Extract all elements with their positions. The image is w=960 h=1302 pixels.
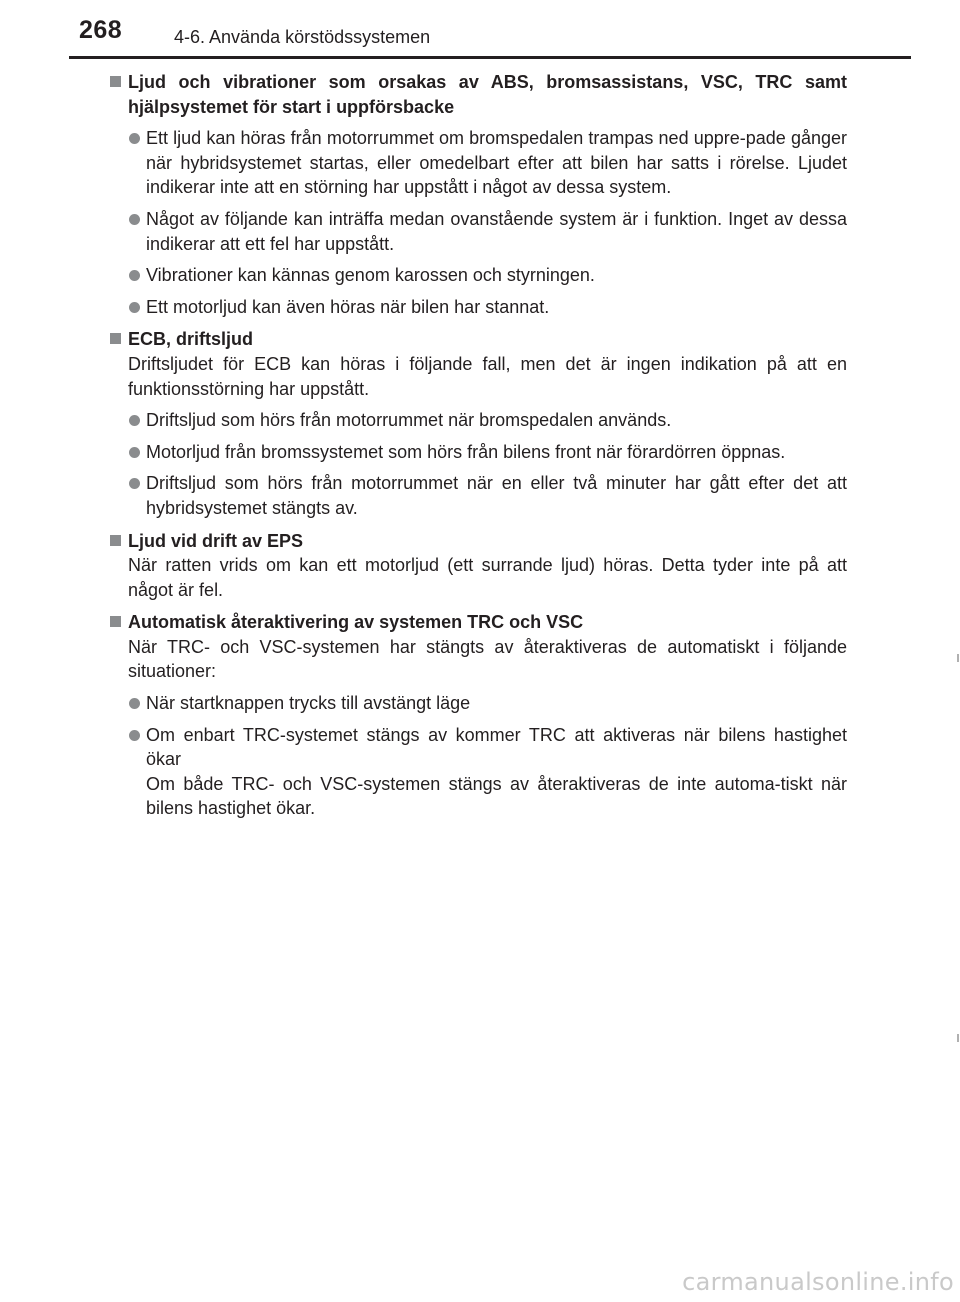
square-bullet-icon: [110, 616, 121, 627]
section-heading-text: Ljud vid drift av EPS: [128, 530, 304, 551]
bullet-text: Vibrationer kan kännas genom karossen och styrningen.: [146, 265, 595, 286]
bullet-item: [107, 691, 847, 716]
circle-bullet-icon: [129, 698, 140, 709]
circle-bullet-icon: [129, 214, 140, 225]
section: [107, 327, 847, 520]
section-paragraph: Driftsljudet för ECB kan höras i följande fall, men det är ingen indikation på att en funktionsstörning har uppstått.: [128, 353, 847, 399]
bullet-text: Ett motorljud kan även höras när bilen har stannat.: [146, 296, 550, 317]
bullet-item: [107, 263, 847, 288]
circle-bullet-icon: [129, 447, 140, 458]
bullet-text: Om både TRC- och VSC-systemen stängs av återaktiveras de inte automa-tiskt när bilens hastighet ökar.: [146, 773, 847, 819]
section-heading: [107, 70, 847, 119]
bullet-text: Om enbart TRC-systemet stängs av kommer TRC att aktiveras när bilens hastighet ökar: [146, 724, 847, 770]
circle-bullet-icon: [129, 730, 140, 741]
bullet-item: [107, 126, 847, 200]
bullet-text: Motorljud från bromssystemet som hörs från bilens front när förardörren öppnas.: [146, 441, 786, 462]
square-bullet-icon: [110, 333, 121, 344]
bullet-text: Driftsljud som hörs från motorrummet när en eller två minuter har gått efter det att hybridsystemet stängts av.: [146, 473, 847, 518]
bullet-item: [107, 408, 847, 433]
watermark: carmanualsonline.info: [682, 1268, 954, 1296]
bullet-text: Ett ljud kan höras från motorrummet om bromspedalen trampas ned uppre-pade gånger när hybridsystemet startas, eller omedelbart efter att bilen har satts i rörelse. Ljudet indikerar inte att en störning har uppstått i något av dessa system.: [146, 128, 847, 198]
bullet-text: När startknappen trycks till avstängt läge: [146, 693, 471, 714]
circle-bullet-icon: [129, 270, 140, 281]
page-number: 268: [79, 16, 123, 44]
section-heading-text: Ljud och vibrationer som orsakas av ABS, bromsassistans, VSC, TRC samt hjälpsystemet för start i uppförsbacke: [128, 72, 847, 117]
section: [107, 610, 847, 821]
bullet-item: [107, 440, 847, 465]
square-bullet-icon: [110, 76, 121, 87]
circle-bullet-icon: [129, 415, 140, 426]
circle-bullet-icon: [129, 302, 140, 313]
page-content: [107, 70, 847, 829]
section: [107, 70, 847, 319]
bullet-item: [107, 723, 847, 821]
bullet-item: [107, 295, 847, 320]
section-heading: [107, 327, 847, 352]
circle-bullet-icon: [129, 133, 140, 144]
section-title: 4-6. Använda körstödssystemen: [174, 27, 431, 47]
section-heading: [107, 529, 847, 554]
section: [107, 529, 847, 603]
section-paragraph: När ratten vrids om kan ett motorljud (ett surrande ljud) höras. Detta tyder inte på att något är fel.: [128, 555, 847, 600]
bullet-item: [107, 471, 847, 520]
section-paragraph: När TRC- och VSC-systemen har stängts av återaktiveras de automatiskt i följande situationer:: [128, 636, 847, 682]
section-heading-text: Automatisk återaktivering av systemen TRC och VSC: [128, 612, 584, 633]
bullet-text: Driftsljud som hörs från motorrummet när bromspedalen används.: [146, 410, 672, 431]
header-rule: [69, 56, 911, 59]
margin-tick: [957, 654, 959, 662]
square-bullet-icon: [110, 535, 121, 546]
section-heading: [107, 610, 847, 635]
margin-tick: [957, 1034, 959, 1042]
bullet-item: [107, 207, 847, 256]
bullet-text: Något av följande kan inträffa medan ovanstående system är i funktion. Inget av dessa indikerar att ett fel har uppstått.: [146, 208, 847, 254]
circle-bullet-icon: [129, 478, 140, 489]
section-heading-text: ECB, driftsljud: [128, 329, 253, 350]
page-header: [0, 0, 960, 56]
